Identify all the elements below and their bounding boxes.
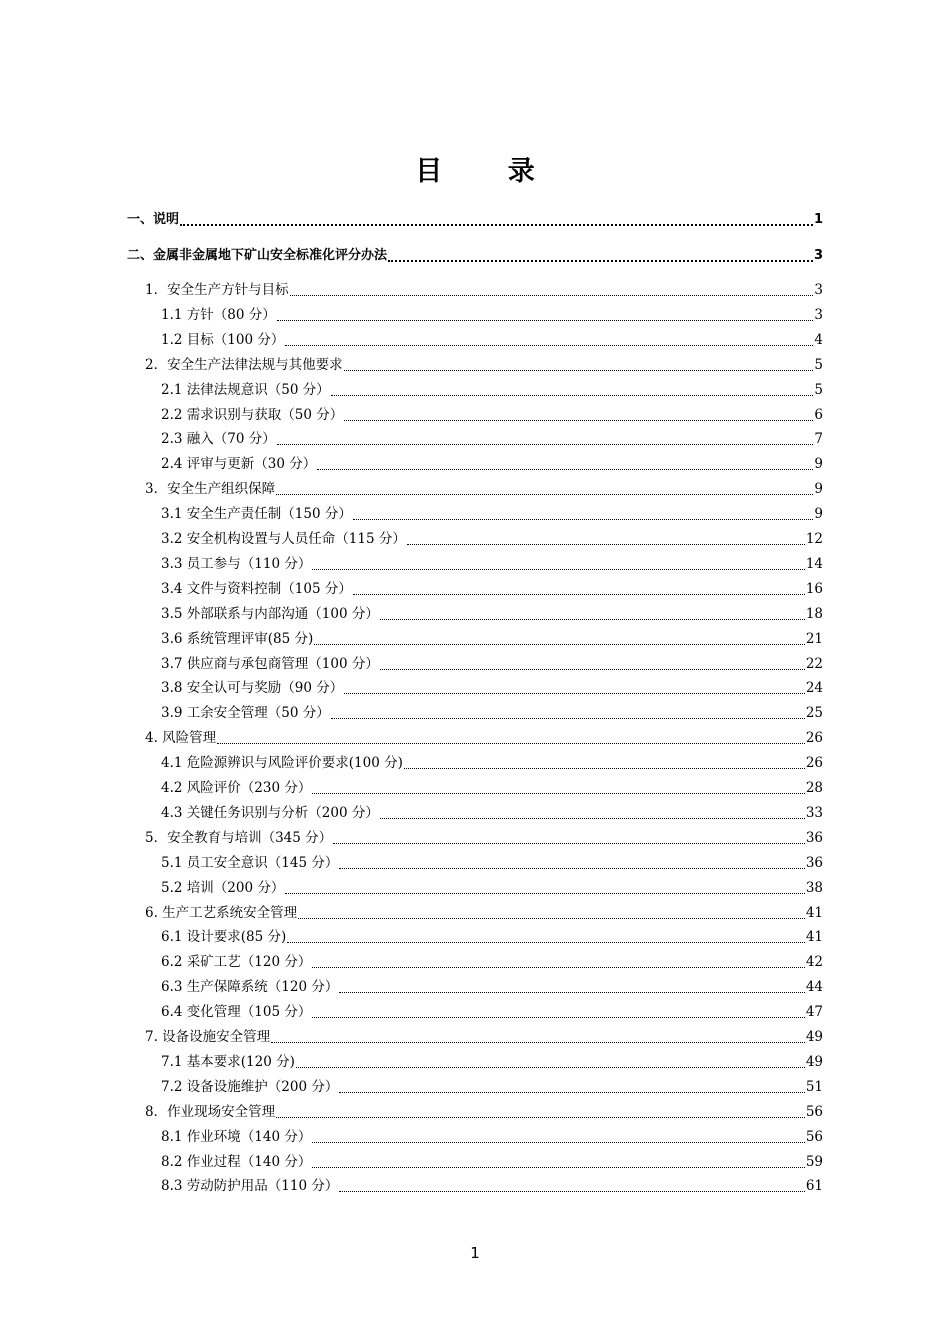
toc-entry-label: 1.1 方针（80 分） [161,306,276,323]
toc-entry[interactable] [161,552,823,574]
toc-dot-leader [407,543,805,545]
toc-entry-label: 5.2 培训（200 分） [161,879,285,896]
toc-entry[interactable] [161,1150,823,1172]
toc-entry[interactable] [161,577,823,599]
toc-entry-label: 3.8 安全认可与奖励（90 分） [161,680,344,697]
toc-entry-label: 1.2 目标（100 分） [161,331,285,348]
toc-dot-leader [287,941,805,943]
toc-entry[interactable] [145,278,823,300]
toc-entry-label: 4.2 风险评价（230 分） [161,780,312,796]
toc-entry-page-number: 33 [805,804,823,821]
toc-dot-leader [353,518,814,520]
toc-entry-page-number: 61 [805,1178,823,1195]
toc-entry-label: 3.3 员工参与（110 分） [161,555,312,572]
toc-dot-leader [314,643,805,645]
toc-entry[interactable] [161,776,823,798]
toc-entry-page-number: 6 [814,406,823,423]
toc-entry-page-number: 9 [814,481,823,498]
toc-entry-label: 2.2 需求识别与获取（50 分） [161,406,344,423]
toc-entry-page-number: 25 [805,705,823,722]
toc-entry-page-number: 36 [805,829,823,846]
toc-entry[interactable] [145,826,823,848]
toc-entry-label: 6.1 设计要求(85 分) [161,929,287,946]
toc-dot-leader [180,223,813,226]
toc-entry-page-number: 24 [805,680,823,697]
toc-dot-leader [276,1116,805,1118]
toc-entry-page-number: 56 [805,1128,823,1145]
toc-entry-page-number: 49 [805,1053,823,1070]
toc-entry[interactable] [161,1000,823,1022]
toc-entry-label: 8.3 劳动防护用品（110 分） [161,1178,339,1195]
toc-dot-leader [285,892,804,894]
toc-entry[interactable] [161,452,823,474]
toc-entry-page-number: 28 [805,780,823,796]
toc-entry-label: 2.4 评审与更新（30 分） [161,456,317,473]
toc-entry-page-number: 4 [814,331,823,348]
toc-entry-label: 8.1 作业环境（140 分） [161,1128,312,1145]
toc-entry[interactable] [161,328,823,350]
toc-entry[interactable] [161,1174,823,1196]
toc-entry-label: 6.4 变化管理（105 分） [161,1004,312,1021]
toc-entry-label: 3.7 供应商与承包商管理（100 分） [161,655,379,672]
toc-dot-leader [380,668,805,670]
toc-entry-page-number: 3 [814,306,823,323]
toc-entry-page-number: 3 [814,282,823,298]
toc-entry-page-number: 49 [805,1029,823,1045]
toc-dot-leader [276,493,813,495]
toc-entry-page-number: 38 [805,879,823,896]
toc-entry[interactable] [161,851,823,873]
toc-dot-leader [388,259,813,262]
toc-entry[interactable] [161,751,823,773]
toc-entry-label: 2.3 融入（70 分） [161,431,276,448]
toc-entry[interactable] [127,244,823,266]
toc-entry-label: 1．安全生产方针与目标 [145,282,289,298]
toc-dot-leader [312,1016,804,1018]
toc-entry-page-number: 41 [805,904,823,921]
toc-entry-label: 3.5 外部联系与内部沟通（100 分） [161,605,379,622]
page-number: 1 [470,1244,480,1262]
toc-entry-page-number: 5 [814,356,823,373]
toc-entry[interactable] [145,901,823,923]
toc-entry-page-number: 16 [805,580,823,597]
toc-title: 目 录 [415,156,563,187]
toc-entry-page-number: 26 [805,730,823,747]
toc-entry-page-number: 1 [813,212,823,227]
toc-dot-leader [344,369,814,371]
toc-entry[interactable] [161,627,823,649]
toc-entry[interactable] [161,876,823,898]
toc-entry-label: 2．安全生产法律法规与其他要求 [145,356,343,373]
toc-entry-label: 2.1 法律法规意识（50 分） [161,381,330,398]
toc-entry-label: 7.1 基本要求(120 分) [161,1053,295,1070]
toc-dot-leader [353,593,805,595]
toc-entry-page-number: 21 [805,630,823,647]
toc-entry-label: 8.2 作业过程（140 分） [161,1153,312,1170]
toc-dot-leader [312,568,804,570]
toc-entry-label: 二、金属非金属地下矿山安全标准化评分办法 [127,248,388,263]
toc-entry[interactable] [161,502,823,524]
toc-entry-label: 6.3 生产保障系统（120 分） [161,979,339,996]
toc-dot-leader [312,966,804,968]
toc-entry[interactable] [145,1025,823,1047]
toc-entry[interactable] [161,975,823,997]
toc-entry[interactable] [161,652,823,674]
toc-entry[interactable] [161,378,823,400]
toc-entry-page-number: 47 [805,1004,823,1021]
toc-entry[interactable] [127,208,823,230]
toc-dot-leader [312,1141,804,1143]
toc-entry[interactable] [161,403,823,425]
toc-entry-page-number: 41 [805,929,823,946]
toc-entry[interactable] [161,950,823,972]
toc-dot-leader [277,443,814,445]
toc-entry[interactable] [145,726,823,748]
toc-dot-leader [339,991,804,993]
toc-entry[interactable] [161,801,823,823]
toc-dot-leader [339,1190,804,1192]
toc-entry[interactable] [145,1100,823,1122]
toc-entry[interactable] [161,427,823,449]
toc-dot-leader [333,842,805,844]
toc-entry-label: 4. 风险管理 [145,730,217,747]
toc-entry[interactable] [161,1125,823,1147]
toc-entry[interactable] [161,527,823,549]
toc-dot-leader [217,742,805,744]
toc-entry-label: 4.1 危险源辨识与风险评价要求(100 分) [161,755,403,772]
toc-dot-leader [312,792,804,794]
toc-entry-page-number: 42 [805,954,823,971]
toc-entry-label: 7.2 设备设施维护（200 分） [161,1078,339,1095]
toc-dot-leader [404,767,805,769]
toc-entry-page-number: 22 [805,655,823,672]
toc-entry-label: 5.1 员工安全意识（145 分） [161,854,339,871]
toc-entry-label: 6.2 采矿工艺（120 分） [161,954,312,971]
toc-entry-page-number: 44 [805,979,823,996]
toc-dot-leader [317,468,813,470]
toc-entry-page-number: 26 [805,755,823,772]
toc-dot-leader [312,1166,804,1168]
toc-entry-label: 4.3 关键任务识别与分析（200 分） [161,804,379,821]
toc-entry[interactable] [161,602,823,624]
toc-entry-label: 6. 生产工艺系统安全管理 [145,904,298,921]
toc-dot-leader [344,692,805,694]
toc-entry-label: 8．作业现场安全管理 [145,1103,276,1120]
toc-entry-page-number: 59 [805,1153,823,1170]
toc-dot-leader [290,294,814,296]
toc-dot-leader [339,1091,804,1093]
toc-entry-page-number: 9 [814,506,823,523]
toc-dot-leader [331,394,814,396]
toc-dot-leader [380,618,805,620]
toc-dot-leader [380,817,805,819]
toc-dot-leader [271,1041,805,1043]
toc-entry-page-number: 56 [805,1103,823,1120]
toc-dot-leader [339,867,804,869]
toc-dot-leader [277,319,814,321]
toc-entry[interactable] [161,1050,823,1072]
toc-entry-label: 3.2 安全机构设置与人员任命（115 分） [161,531,406,547]
toc-entry-page-number: 51 [805,1078,823,1095]
toc-entry-page-number: 36 [805,854,823,871]
toc-entry-page-number: 14 [805,555,823,572]
toc-entry-page-number: 18 [805,605,823,622]
toc-entry-label: 3.1 安全生产责任制（150 分） [161,506,352,523]
toc-entry[interactable] [161,303,823,325]
toc-entry[interactable] [145,353,823,375]
toc-entry-page-number: 12 [805,531,823,547]
toc-entry-page-number: 3 [813,248,823,263]
toc-entry-page-number: 5 [814,381,823,398]
toc-entry-page-number: 9 [814,456,823,473]
toc-entry-label: 7. 设备设施安全管理 [145,1029,271,1045]
toc-dot-leader [298,917,805,919]
toc-entry[interactable] [161,925,823,947]
toc-dot-leader [331,717,805,719]
toc-entry-label: 一、说明 [127,212,180,227]
toc-entry-label: 3.4 文件与资料控制（105 分） [161,580,352,597]
toc-entry-label: 3.6 系统管理评审(85 分) [161,630,314,647]
toc-entry-label: 5．安全教育与培训（345 分） [145,829,333,846]
toc-entry[interactable] [161,701,823,723]
toc-entry-label: 3.9 工余安全管理（50 分） [161,705,330,722]
toc-entry-page-number: 7 [814,431,823,448]
toc-entry[interactable] [161,1075,823,1097]
toc-dot-leader [344,419,813,421]
toc-dot-leader [296,1066,805,1068]
toc-dot-leader [285,344,813,346]
toc-entry[interactable] [161,676,823,698]
toc-entry-label: 3．安全生产组织保障 [145,481,276,498]
toc-entry[interactable] [145,477,823,499]
